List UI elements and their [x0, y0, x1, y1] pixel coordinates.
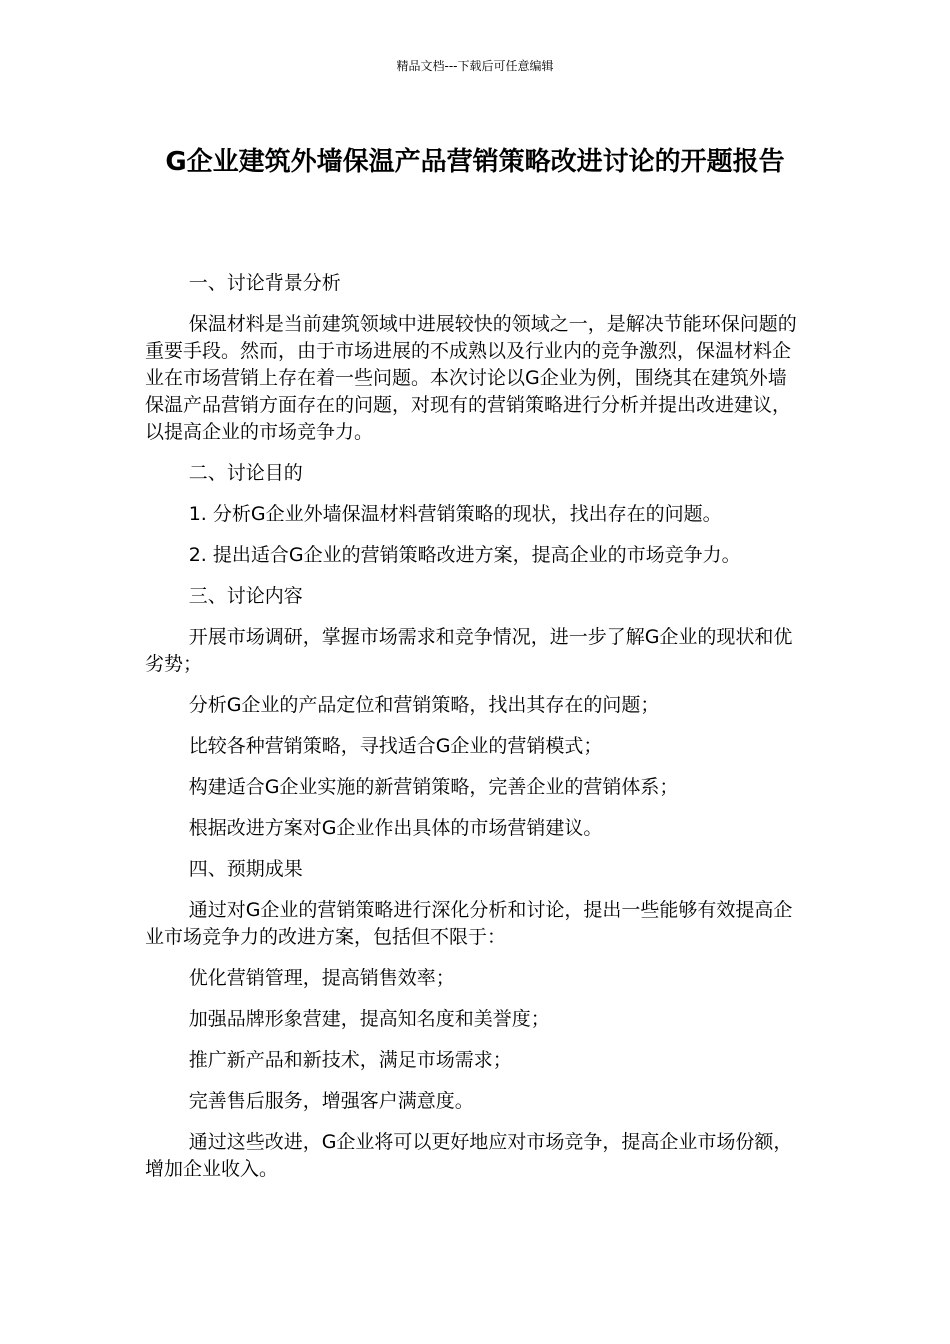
- paragraph-conclusion: 通过这些改进，G企业将可以更好地应对市场竞争，提高企业市场份额，增加企业收入。: [145, 1131, 793, 1180]
- section-heading-content: 三、讨论内容: [188, 585, 303, 607]
- section-heading-results: 四、预期成果: [188, 858, 303, 880]
- result-item-4: 完善售后服务，增强客户满意度。: [188, 1090, 474, 1112]
- content-item-4: 构建适合G企业实施的新营销策略，完善企业的营销体系；: [188, 776, 679, 798]
- section-heading-background: 一、讨论背景分析: [188, 272, 341, 294]
- content-item-1: 开展市场调研，掌握市场需求和竞争情况，进一步了解G企业的现状和优劣势；: [145, 626, 793, 675]
- purpose-item-1: 1. 分析G企业外墙保温材料营销策略的现状，找出存在的问题。: [188, 503, 722, 525]
- content-item-3: 比较各种营销策略，寻找适合G企业的营销模式；: [188, 735, 603, 757]
- content-item-2: 分析G企业的产品定位和营销策略，找出其存在的问题；: [188, 694, 660, 716]
- paragraph-background: 保温材料是当前建筑领域中进展较快的领域之一，是解决节能环保问题的重要手段。然而，由于市场进展的不成熟以及行业内的竞争激烈，保温材料企业在市场营销上存在着一些问题。本次讨论以G企业为例，围绕其在建筑外墙保温产品营销方面存在的问题，对现有的营销策略进行分析并提出改进建议，以提高企业的市场竞争力。: [145, 313, 797, 443]
- page-header: 精品文档---下载后可任意编辑: [396, 59, 554, 73]
- purpose-item-2: 2. 提出适合G企业的营销策略改进方案，提高企业的市场竞争力。: [188, 544, 741, 566]
- document-body: [145, 270, 805, 1197]
- result-item-1: 优化营销管理，提高销售效率；: [188, 967, 455, 989]
- content-item-5: 根据改进方案对G企业作出具体的市场营销建议。: [188, 817, 603, 839]
- result-item-3: 推广新产品和新技术，满足市场需求；: [188, 1049, 512, 1071]
- result-item-2: 加强品牌形象营建，提高知名度和美誉度；: [188, 1008, 550, 1030]
- document-title: G企业建筑外墙保温产品营销策略改进讨论的开题报告: [165, 147, 785, 177]
- section-heading-purpose: 二、讨论目的: [188, 462, 303, 484]
- paragraph-results-intro: 通过对G企业的营销策略进行深化分析和讨论，提出一些能够有效提高企业市场竞争力的改进方案，包括但不限于：: [145, 899, 793, 948]
